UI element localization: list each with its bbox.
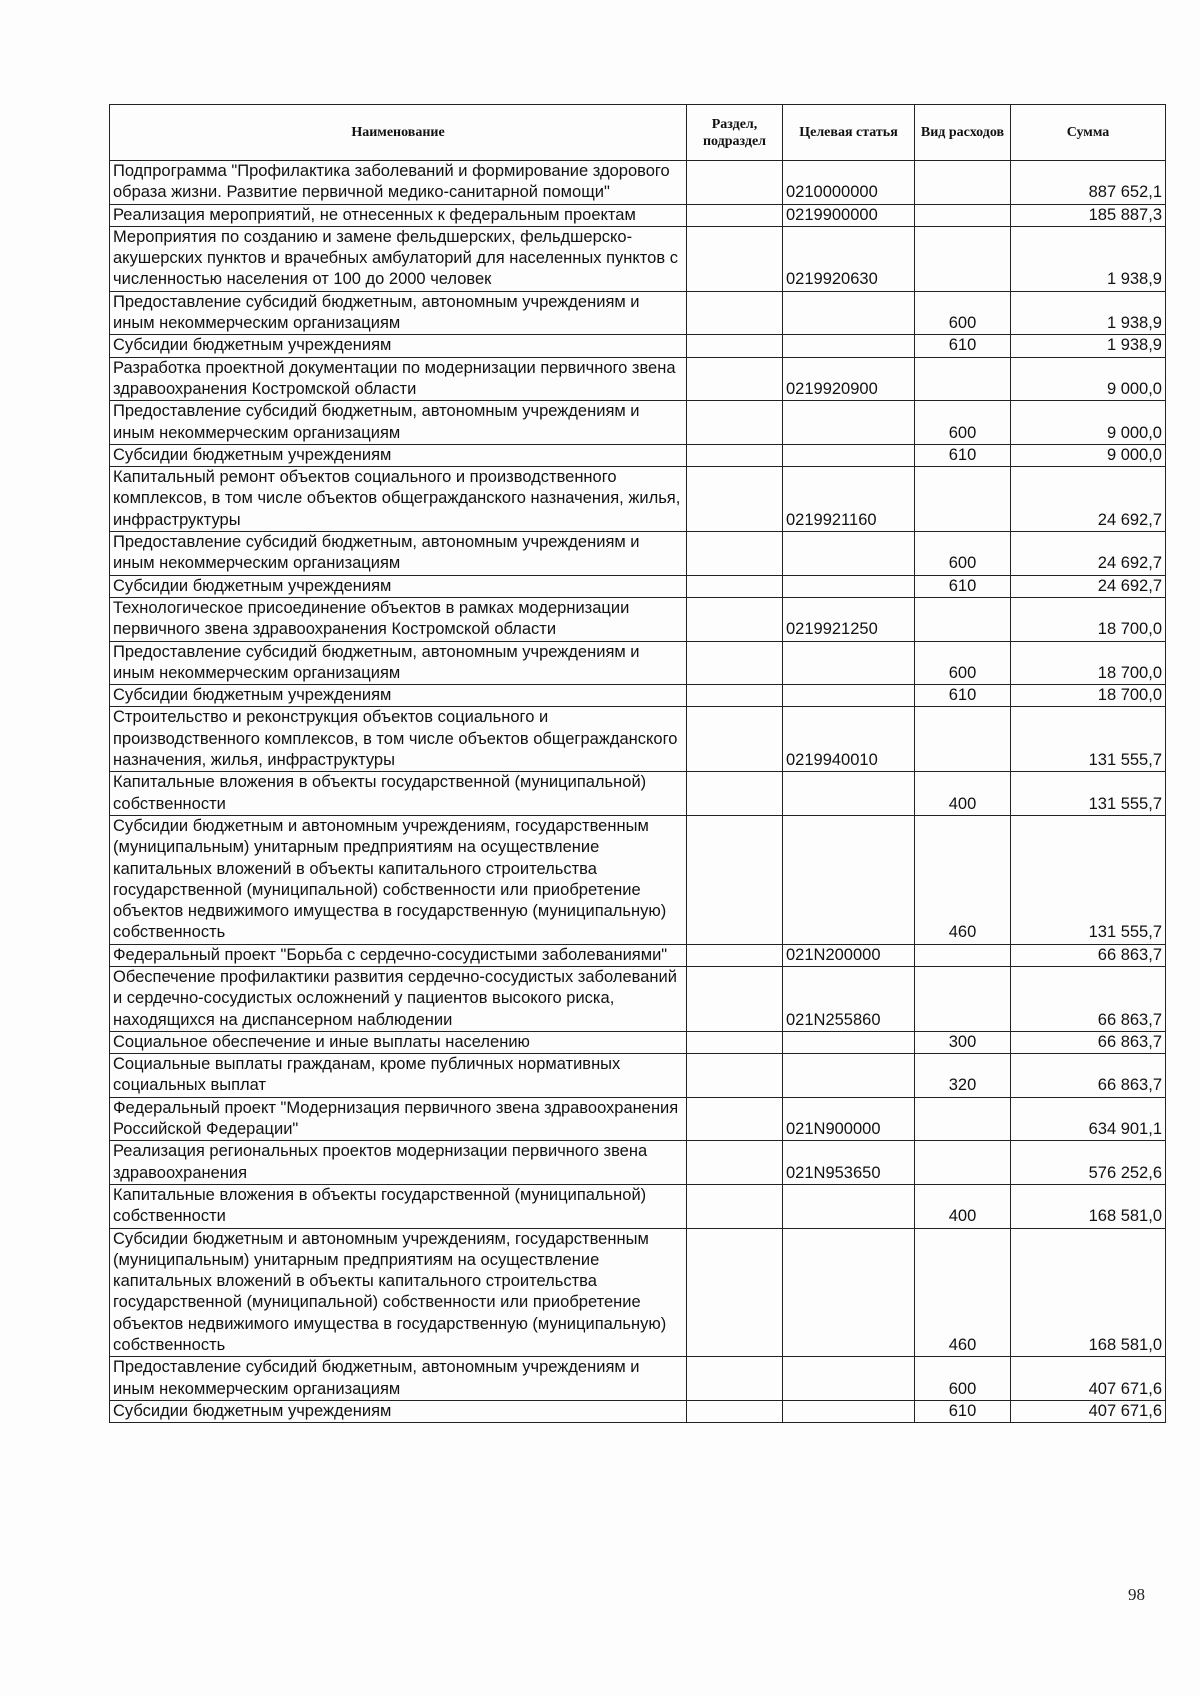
row-type: 400 — [915, 772, 1011, 816]
row-sum: 131 555,7 — [1011, 707, 1166, 772]
row-target — [783, 1228, 915, 1357]
row-target: 0219921250 — [783, 597, 915, 641]
table-row — [110, 357, 1166, 401]
row-type: 300 — [915, 1031, 1011, 1053]
row-type: 460 — [915, 815, 1011, 944]
row-sum: 66 863,7 — [1011, 966, 1166, 1031]
row-section — [687, 1184, 783, 1228]
row-target — [783, 1357, 915, 1401]
row-type: 320 — [915, 1054, 1011, 1098]
row-sum: 9 000,0 — [1011, 401, 1166, 445]
row-section — [687, 597, 783, 641]
row-section — [687, 291, 783, 335]
row-sum: 66 863,7 — [1011, 1031, 1166, 1053]
row-type: 600 — [915, 641, 1011, 685]
row-section — [687, 444, 783, 466]
row-name: Социальное обеспечение и иные выплаты населению — [110, 1031, 687, 1053]
row-sum: 66 863,7 — [1011, 944, 1166, 966]
row-section — [687, 1400, 783, 1422]
table-row — [110, 226, 1166, 291]
row-type — [915, 597, 1011, 641]
row-sum: 1 938,9 — [1011, 335, 1166, 357]
row-target — [783, 685, 915, 707]
row-sum: 1 938,9 — [1011, 291, 1166, 335]
row-sum: 131 555,7 — [1011, 772, 1166, 816]
header-section: Раздел, подраздел — [687, 105, 783, 161]
row-target: 021N953650 — [783, 1141, 915, 1185]
table-row — [110, 532, 1166, 576]
row-sum: 407 671,6 — [1011, 1400, 1166, 1422]
row-target: 0219920630 — [783, 226, 915, 291]
row-sum: 24 692,7 — [1011, 575, 1166, 597]
row-name: Предоставление субсидий бюджетным, автономным учреждениям и иным некоммерческим организациям — [110, 291, 687, 335]
row-name: Субсидии бюджетным учреждениям — [110, 335, 687, 357]
row-section — [687, 335, 783, 357]
table-row — [110, 772, 1166, 816]
row-section — [687, 161, 783, 205]
row-type: 610 — [915, 575, 1011, 597]
table-row — [110, 291, 1166, 335]
table-row — [110, 1400, 1166, 1422]
row-sum: 24 692,7 — [1011, 532, 1166, 576]
row-name: Подпрограмма "Профилактика заболеваний и формирование здорового образа жизни. Развитие первичной медико-санитарной помощи" — [110, 161, 687, 205]
row-name: Субсидии бюджетным и автономным учреждениям, государственным (муниципальным) унитарным предприятиям на осуществление капитальных вложений в объекты капитального строительства государственной (муниципальной) собственности или приобретение объектов недвижимого имущества в государственную (муниципальную) собственность — [110, 1228, 687, 1357]
row-type — [915, 226, 1011, 291]
table-row — [110, 1357, 1166, 1401]
table-row — [110, 815, 1166, 944]
table-row — [110, 641, 1166, 685]
row-name: Субсидии бюджетным учреждениям — [110, 685, 687, 707]
row-target — [783, 641, 915, 685]
row-name: Технологическое присоединение объектов в рамках модернизации первичного звена здравоохранения Костромской области — [110, 597, 687, 641]
row-name: Обеспечение профилактики развития сердечно-сосудистых заболеваний и сердечно-сосудистых осложнений у пациентов высокого риска, находящихся на диспансерном наблюдении — [110, 966, 687, 1031]
table-row — [110, 944, 1166, 966]
table-row — [110, 1097, 1166, 1141]
row-target: 021N200000 — [783, 944, 915, 966]
row-section — [687, 685, 783, 707]
row-target — [783, 1400, 915, 1422]
row-target: 0219920900 — [783, 357, 915, 401]
header-name: Наименование — [110, 105, 687, 161]
row-target — [783, 291, 915, 335]
row-section — [687, 532, 783, 576]
row-section — [687, 1097, 783, 1141]
row-sum: 18 700,0 — [1011, 641, 1166, 685]
table-row — [110, 575, 1166, 597]
row-name: Предоставление субсидий бюджетным, автономным учреждениям и иным некоммерческим организациям — [110, 401, 687, 445]
row-target — [783, 444, 915, 466]
row-type — [915, 357, 1011, 401]
row-type: 600 — [915, 401, 1011, 445]
row-type: 610 — [915, 335, 1011, 357]
row-sum: 407 671,6 — [1011, 1357, 1166, 1401]
row-sum: 18 700,0 — [1011, 685, 1166, 707]
row-section — [687, 772, 783, 816]
table-row — [110, 204, 1166, 226]
row-target — [783, 1054, 915, 1098]
table-row — [110, 597, 1166, 641]
row-name: Строительство и реконструкция объектов социального и производственного комплексов, в том числе объектов общегражданского назначения, жилья, инфраструктуры — [110, 707, 687, 772]
row-type — [915, 944, 1011, 966]
row-section — [687, 944, 783, 966]
row-type: 600 — [915, 532, 1011, 576]
row-type — [915, 707, 1011, 772]
row-target — [783, 1031, 915, 1053]
row-target: 0219940010 — [783, 707, 915, 772]
row-name: Разработка проектной документации по модернизации первичного звена здравоохранения Костромской области — [110, 357, 687, 401]
row-sum: 576 252,6 — [1011, 1141, 1166, 1185]
row-section — [687, 1141, 783, 1185]
table-row — [110, 685, 1166, 707]
row-sum: 1 938,9 — [1011, 226, 1166, 291]
row-section — [687, 1357, 783, 1401]
row-name: Субсидии бюджетным учреждениям — [110, 444, 687, 466]
row-type — [915, 161, 1011, 205]
table-row — [110, 1141, 1166, 1185]
row-target — [783, 815, 915, 944]
header-target: Целевая статья — [783, 105, 915, 161]
table-row — [110, 467, 1166, 532]
row-name: Реализация мероприятий, не отнесенных к федеральным проектам — [110, 204, 687, 226]
row-name: Предоставление субсидий бюджетным, автономным учреждениям и иным некоммерческим организациям — [110, 532, 687, 576]
row-type — [915, 1141, 1011, 1185]
table-row — [110, 161, 1166, 205]
table-row — [110, 444, 1166, 466]
row-name: Капитальный ремонт объектов социального и производственного комплексов, в том числе объектов общегражданского назначения, жилья, инфраструктуры — [110, 467, 687, 532]
row-sum: 9 000,0 — [1011, 357, 1166, 401]
row-type: 610 — [915, 444, 1011, 466]
row-section — [687, 641, 783, 685]
row-sum: 887 652,1 — [1011, 161, 1166, 205]
row-name: Предоставление субсидий бюджетным, автономным учреждениям и иным некоммерческим организациям — [110, 1357, 687, 1401]
row-section — [687, 204, 783, 226]
row-sum: 18 700,0 — [1011, 597, 1166, 641]
row-sum: 24 692,7 — [1011, 467, 1166, 532]
row-name: Социальные выплаты гражданам, кроме публичных нормативных социальных выплат — [110, 1054, 687, 1098]
row-sum: 9 000,0 — [1011, 444, 1166, 466]
row-section — [687, 1228, 783, 1357]
row-name: Субсидии бюджетным учреждениям — [110, 575, 687, 597]
row-sum: 168 581,0 — [1011, 1184, 1166, 1228]
header-sum: Сумма — [1011, 105, 1166, 161]
row-name: Капитальные вложения в объекты государственной (муниципальной) собственности — [110, 1184, 687, 1228]
row-name: Предоставление субсидий бюджетным, автономным учреждениям и иным некоммерческим организациям — [110, 641, 687, 685]
row-section — [687, 575, 783, 597]
table-row — [110, 401, 1166, 445]
row-name: Мероприятия по созданию и замене фельдшерских, фельдшерско-акушерских пунктов и врачебных амбулаторий для населенных пунктов с численностью населения от 100 до 2000 человек — [110, 226, 687, 291]
row-section — [687, 966, 783, 1031]
row-sum: 66 863,7 — [1011, 1054, 1166, 1098]
row-target — [783, 575, 915, 597]
row-type — [915, 966, 1011, 1031]
row-target: 021N900000 — [783, 1097, 915, 1141]
row-type — [915, 204, 1011, 226]
table-row — [110, 966, 1166, 1031]
page-number: 98 — [1128, 1585, 1145, 1604]
row-type: 610 — [915, 685, 1011, 707]
row-target — [783, 401, 915, 445]
row-name: Субсидии бюджетным учреждениям — [110, 1400, 687, 1422]
budget-table — [109, 104, 1166, 1423]
table-row — [110, 1031, 1166, 1053]
table-row — [110, 1184, 1166, 1228]
table-row — [110, 707, 1166, 772]
table-row — [110, 1054, 1166, 1098]
row-target — [783, 532, 915, 576]
row-sum: 634 901,1 — [1011, 1097, 1166, 1141]
row-sum: 168 581,0 — [1011, 1228, 1166, 1357]
row-name: Реализация региональных проектов модернизации первичного звена здравоохранения — [110, 1141, 687, 1185]
row-name: Субсидии бюджетным и автономным учреждениям, государственным (муниципальным) унитарным предприятиям на осуществление капитальных вложений в объекты капитального строительства государственной (муниципальной) собственности или приобретение объектов недвижимого имущества в государственную (муниципальную) собственность — [110, 815, 687, 944]
table-header-row — [110, 105, 1166, 161]
row-section — [687, 1031, 783, 1053]
header-type: Вид расходов — [915, 105, 1011, 161]
row-section — [687, 401, 783, 445]
row-target — [783, 1184, 915, 1228]
row-type: 610 — [915, 1400, 1011, 1422]
row-type — [915, 1097, 1011, 1141]
row-target: 0219900000 — [783, 204, 915, 226]
row-sum: 131 555,7 — [1011, 815, 1166, 944]
row-section — [687, 357, 783, 401]
row-target: 0210000000 — [783, 161, 915, 205]
row-section — [687, 1054, 783, 1098]
row-section — [687, 707, 783, 772]
row-sum: 185 887,3 — [1011, 204, 1166, 226]
row-name: Капитальные вложения в объекты государственной (муниципальной) собственности — [110, 772, 687, 816]
row-target — [783, 335, 915, 357]
row-target: 021N255860 — [783, 966, 915, 1031]
row-section — [687, 467, 783, 532]
row-type: 400 — [915, 1184, 1011, 1228]
row-name: Федеральный проект "Борьба с сердечно-сосудистыми заболеваниями" — [110, 944, 687, 966]
row-section — [687, 226, 783, 291]
row-type: 600 — [915, 291, 1011, 335]
row-target — [783, 772, 915, 816]
row-section — [687, 815, 783, 944]
row-target: 0219921160 — [783, 467, 915, 532]
row-type: 600 — [915, 1357, 1011, 1401]
row-type: 460 — [915, 1228, 1011, 1357]
table-row — [110, 335, 1166, 357]
row-type — [915, 467, 1011, 532]
table-row — [110, 1228, 1166, 1357]
row-name: Федеральный проект "Модернизация первичного звена здравоохранения Российской Федерации" — [110, 1097, 687, 1141]
